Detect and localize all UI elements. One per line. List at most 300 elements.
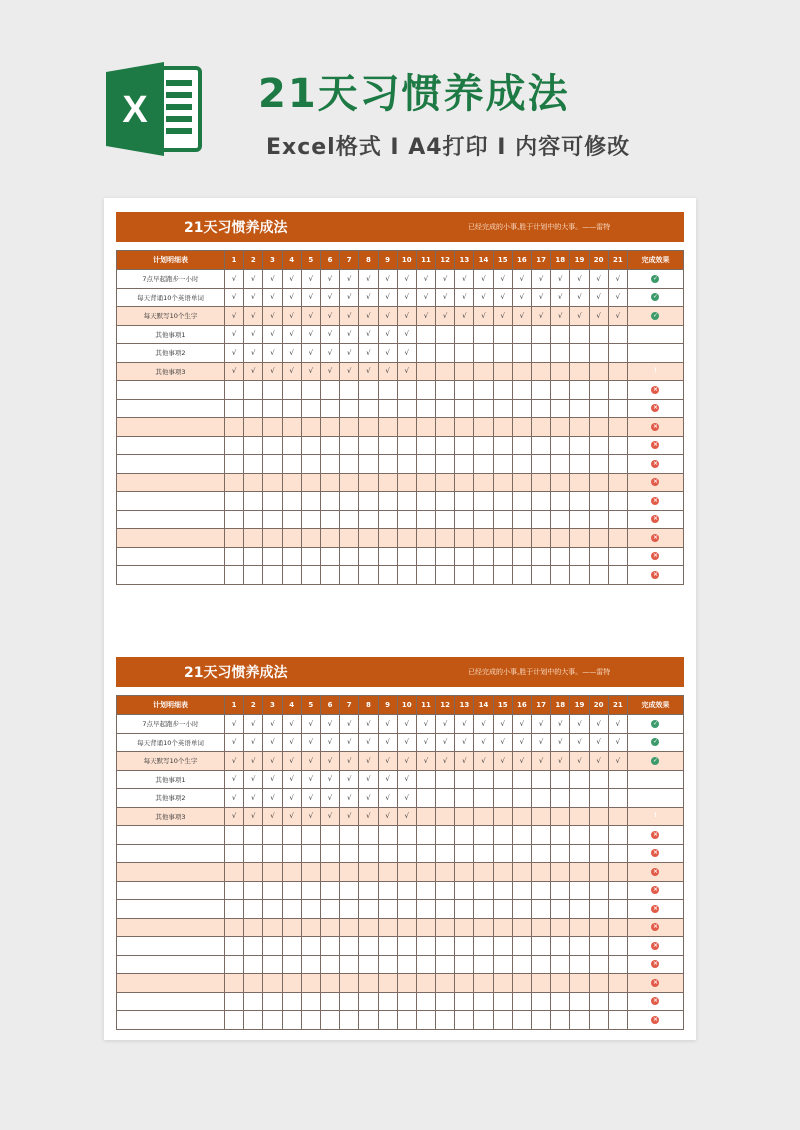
day-check-cell[interactable] — [532, 566, 551, 585]
day-check-cell[interactable] — [225, 473, 244, 492]
day-check-cell[interactable] — [551, 492, 570, 511]
day-check-cell[interactable] — [225, 566, 244, 585]
day-check-cell[interactable] — [474, 492, 493, 511]
day-check-cell[interactable]: √ — [320, 789, 339, 808]
day-check-cell[interactable]: √ — [301, 752, 320, 771]
day-check-cell[interactable]: √ — [263, 270, 282, 289]
day-check-cell[interactable] — [416, 955, 435, 974]
day-check-cell[interactable] — [225, 436, 244, 455]
day-check-cell[interactable] — [378, 547, 397, 566]
day-check-cell[interactable] — [225, 492, 244, 511]
day-check-cell[interactable]: √ — [436, 288, 455, 307]
day-check-cell[interactable] — [551, 844, 570, 863]
day-check-cell[interactable] — [225, 510, 244, 529]
day-check-cell[interactable]: √ — [320, 362, 339, 381]
day-check-cell[interactable]: √ — [551, 270, 570, 289]
day-check-cell[interactable] — [416, 863, 435, 882]
day-check-cell[interactable] — [301, 547, 320, 566]
day-check-cell[interactable] — [608, 937, 627, 956]
day-check-cell[interactable]: √ — [301, 807, 320, 826]
day-check-cell[interactable]: √ — [378, 733, 397, 752]
day-check-cell[interactable]: √ — [378, 362, 397, 381]
day-check-cell[interactable] — [436, 955, 455, 974]
day-check-cell[interactable] — [493, 863, 512, 882]
day-check-cell[interactable] — [359, 510, 378, 529]
day-check-cell[interactable] — [397, 844, 416, 863]
day-check-cell[interactable] — [378, 937, 397, 956]
day-check-cell[interactable] — [589, 992, 608, 1011]
day-check-cell[interactable] — [225, 381, 244, 400]
day-check-cell[interactable] — [474, 863, 493, 882]
day-check-cell[interactable] — [455, 381, 474, 400]
day-check-cell[interactable] — [244, 844, 263, 863]
day-check-cell[interactable] — [436, 992, 455, 1011]
day-check-cell[interactable]: √ — [512, 715, 531, 734]
day-check-cell[interactable]: √ — [263, 715, 282, 734]
day-check-cell[interactable] — [493, 473, 512, 492]
day-check-cell[interactable] — [263, 1011, 282, 1030]
day-check-cell[interactable] — [570, 492, 589, 511]
day-check-cell[interactable] — [340, 937, 359, 956]
day-check-cell[interactable] — [455, 974, 474, 993]
day-check-cell[interactable]: √ — [570, 270, 589, 289]
habit-name-cell[interactable]: 7点早起跑步一小时 — [117, 715, 225, 734]
day-check-cell[interactable] — [455, 529, 474, 548]
day-check-cell[interactable] — [416, 566, 435, 585]
day-check-cell[interactable] — [320, 937, 339, 956]
day-check-cell[interactable]: √ — [589, 288, 608, 307]
day-check-cell[interactable] — [512, 789, 531, 808]
day-check-cell[interactable] — [474, 566, 493, 585]
day-check-cell[interactable] — [436, 826, 455, 845]
day-check-cell[interactable] — [436, 362, 455, 381]
day-check-cell[interactable] — [340, 529, 359, 548]
day-check-cell[interactable] — [397, 566, 416, 585]
day-check-cell[interactable] — [301, 881, 320, 900]
day-check-cell[interactable]: √ — [378, 789, 397, 808]
day-check-cell[interactable] — [301, 473, 320, 492]
day-check-cell[interactable]: √ — [397, 288, 416, 307]
day-check-cell[interactable] — [282, 455, 301, 474]
day-check-cell[interactable] — [493, 492, 512, 511]
day-check-cell[interactable] — [244, 881, 263, 900]
day-check-cell[interactable] — [455, 436, 474, 455]
day-check-cell[interactable] — [570, 473, 589, 492]
day-check-cell[interactable] — [455, 344, 474, 363]
day-check-cell[interactable]: √ — [474, 270, 493, 289]
day-check-cell[interactable]: √ — [378, 752, 397, 771]
day-check-cell[interactable] — [340, 863, 359, 882]
day-check-cell[interactable] — [608, 900, 627, 919]
day-check-cell[interactable]: √ — [436, 752, 455, 771]
day-check-cell[interactable] — [512, 473, 531, 492]
day-check-cell[interactable] — [493, 381, 512, 400]
day-check-cell[interactable] — [244, 955, 263, 974]
day-check-cell[interactable] — [340, 566, 359, 585]
day-check-cell[interactable]: √ — [474, 752, 493, 771]
day-check-cell[interactable] — [551, 381, 570, 400]
day-check-cell[interactable] — [551, 992, 570, 1011]
day-check-cell[interactable] — [532, 900, 551, 919]
day-check-cell[interactable] — [225, 881, 244, 900]
day-check-cell[interactable] — [589, 529, 608, 548]
day-check-cell[interactable] — [493, 325, 512, 344]
day-check-cell[interactable]: √ — [436, 270, 455, 289]
day-check-cell[interactable]: √ — [608, 733, 627, 752]
day-check-cell[interactable] — [455, 770, 474, 789]
day-check-cell[interactable] — [589, 789, 608, 808]
day-check-cell[interactable] — [474, 344, 493, 363]
day-check-cell[interactable]: √ — [359, 733, 378, 752]
day-check-cell[interactable] — [474, 473, 493, 492]
day-check-cell[interactable] — [244, 992, 263, 1011]
day-check-cell[interactable] — [474, 955, 493, 974]
day-check-cell[interactable]: √ — [455, 307, 474, 326]
day-check-cell[interactable] — [340, 844, 359, 863]
day-check-cell[interactable]: √ — [397, 789, 416, 808]
day-check-cell[interactable] — [455, 844, 474, 863]
day-check-cell[interactable] — [532, 399, 551, 418]
habit-name-cell[interactable] — [117, 955, 225, 974]
day-check-cell[interactable]: √ — [225, 807, 244, 826]
day-check-cell[interactable]: √ — [282, 752, 301, 771]
day-check-cell[interactable] — [570, 918, 589, 937]
habit-name-cell[interactable]: 其他事项1 — [117, 325, 225, 344]
day-check-cell[interactable] — [263, 937, 282, 956]
day-check-cell[interactable] — [340, 473, 359, 492]
day-check-cell[interactable] — [378, 955, 397, 974]
day-check-cell[interactable] — [416, 770, 435, 789]
day-check-cell[interactable] — [570, 529, 589, 548]
day-check-cell[interactable] — [359, 418, 378, 437]
day-check-cell[interactable] — [532, 974, 551, 993]
day-check-cell[interactable] — [378, 418, 397, 437]
day-check-cell[interactable] — [512, 863, 531, 882]
day-check-cell[interactable]: √ — [493, 715, 512, 734]
habit-name-cell[interactable] — [117, 974, 225, 993]
day-check-cell[interactable]: √ — [493, 288, 512, 307]
day-check-cell[interactable] — [474, 547, 493, 566]
day-check-cell[interactable] — [551, 900, 570, 919]
day-check-cell[interactable] — [301, 566, 320, 585]
day-check-cell[interactable] — [416, 399, 435, 418]
day-check-cell[interactable] — [320, 900, 339, 919]
day-check-cell[interactable]: √ — [320, 325, 339, 344]
day-check-cell[interactable]: √ — [378, 807, 397, 826]
day-check-cell[interactable] — [397, 510, 416, 529]
day-check-cell[interactable]: √ — [282, 715, 301, 734]
day-check-cell[interactable] — [512, 381, 531, 400]
day-check-cell[interactable] — [589, 510, 608, 529]
day-check-cell[interactable]: √ — [570, 752, 589, 771]
day-check-cell[interactable] — [493, 826, 512, 845]
day-check-cell[interactable] — [359, 566, 378, 585]
day-check-cell[interactable] — [416, 344, 435, 363]
day-check-cell[interactable] — [512, 547, 531, 566]
day-check-cell[interactable] — [436, 344, 455, 363]
habit-name-cell[interactable]: 7点早起跑步一小时 — [117, 270, 225, 289]
day-check-cell[interactable] — [512, 937, 531, 956]
day-check-cell[interactable] — [225, 547, 244, 566]
day-check-cell[interactable] — [570, 992, 589, 1011]
day-check-cell[interactable]: √ — [282, 807, 301, 826]
day-check-cell[interactable] — [608, 863, 627, 882]
day-check-cell[interactable] — [436, 1011, 455, 1030]
day-check-cell[interactable] — [551, 955, 570, 974]
day-check-cell[interactable] — [455, 473, 474, 492]
day-check-cell[interactable] — [589, 826, 608, 845]
day-check-cell[interactable] — [570, 826, 589, 845]
day-check-cell[interactable] — [263, 974, 282, 993]
day-check-cell[interactable] — [512, 955, 531, 974]
day-check-cell[interactable] — [551, 807, 570, 826]
day-check-cell[interactable] — [244, 529, 263, 548]
day-check-cell[interactable] — [589, 974, 608, 993]
day-check-cell[interactable] — [359, 974, 378, 993]
habit-name-cell[interactable] — [117, 937, 225, 956]
day-check-cell[interactable] — [340, 436, 359, 455]
day-check-cell[interactable] — [320, 492, 339, 511]
day-check-cell[interactable] — [397, 955, 416, 974]
day-check-cell[interactable] — [551, 770, 570, 789]
day-check-cell[interactable]: √ — [512, 752, 531, 771]
day-check-cell[interactable] — [532, 992, 551, 1011]
day-check-cell[interactable] — [474, 974, 493, 993]
day-check-cell[interactable]: √ — [282, 270, 301, 289]
day-check-cell[interactable]: √ — [320, 344, 339, 363]
day-check-cell[interactable] — [455, 826, 474, 845]
day-check-cell[interactable]: √ — [532, 733, 551, 752]
day-check-cell[interactable] — [436, 510, 455, 529]
day-check-cell[interactable] — [608, 510, 627, 529]
habit-name-cell[interactable] — [117, 881, 225, 900]
day-check-cell[interactable]: √ — [397, 807, 416, 826]
day-check-cell[interactable]: √ — [263, 325, 282, 344]
day-check-cell[interactable] — [378, 436, 397, 455]
day-check-cell[interactable] — [282, 381, 301, 400]
day-check-cell[interactable]: √ — [320, 807, 339, 826]
habit-name-cell[interactable]: 每天背诵10个英语单词 — [117, 733, 225, 752]
day-check-cell[interactable] — [455, 566, 474, 585]
day-check-cell[interactable]: √ — [320, 733, 339, 752]
day-check-cell[interactable]: √ — [340, 715, 359, 734]
day-check-cell[interactable] — [608, 418, 627, 437]
day-check-cell[interactable] — [378, 900, 397, 919]
day-check-cell[interactable] — [532, 529, 551, 548]
day-check-cell[interactable]: √ — [340, 752, 359, 771]
day-check-cell[interactable]: √ — [397, 344, 416, 363]
day-check-cell[interactable]: √ — [244, 715, 263, 734]
day-check-cell[interactable]: √ — [225, 270, 244, 289]
day-check-cell[interactable] — [416, 900, 435, 919]
day-check-cell[interactable] — [608, 789, 627, 808]
day-check-cell[interactable]: √ — [263, 344, 282, 363]
day-check-cell[interactable] — [589, 455, 608, 474]
day-check-cell[interactable] — [455, 510, 474, 529]
day-check-cell[interactable] — [493, 770, 512, 789]
day-check-cell[interactable] — [225, 974, 244, 993]
day-check-cell[interactable]: √ — [532, 307, 551, 326]
day-check-cell[interactable] — [436, 547, 455, 566]
day-check-cell[interactable] — [225, 844, 244, 863]
day-check-cell[interactable] — [378, 881, 397, 900]
day-check-cell[interactable] — [416, 918, 435, 937]
day-check-cell[interactable] — [589, 900, 608, 919]
day-check-cell[interactable] — [225, 826, 244, 845]
day-check-cell[interactable] — [340, 900, 359, 919]
day-check-cell[interactable] — [436, 529, 455, 548]
day-check-cell[interactable] — [282, 900, 301, 919]
day-check-cell[interactable] — [436, 381, 455, 400]
day-check-cell[interactable]: √ — [301, 307, 320, 326]
day-check-cell[interactable] — [608, 381, 627, 400]
day-check-cell[interactable] — [301, 863, 320, 882]
day-check-cell[interactable] — [532, 807, 551, 826]
day-check-cell[interactable]: √ — [397, 325, 416, 344]
day-check-cell[interactable] — [608, 492, 627, 511]
day-check-cell[interactable] — [282, 844, 301, 863]
day-check-cell[interactable]: √ — [570, 307, 589, 326]
day-check-cell[interactable]: √ — [225, 344, 244, 363]
day-check-cell[interactable]: √ — [225, 770, 244, 789]
day-check-cell[interactable] — [416, 1011, 435, 1030]
day-check-cell[interactable] — [263, 418, 282, 437]
day-check-cell[interactable] — [570, 510, 589, 529]
day-check-cell[interactable]: √ — [551, 715, 570, 734]
day-check-cell[interactable] — [608, 974, 627, 993]
day-check-cell[interactable] — [551, 529, 570, 548]
day-check-cell[interactable] — [244, 974, 263, 993]
day-check-cell[interactable] — [493, 362, 512, 381]
day-check-cell[interactable] — [474, 418, 493, 437]
day-check-cell[interactable] — [474, 1011, 493, 1030]
day-check-cell[interactable]: √ — [320, 288, 339, 307]
day-check-cell[interactable]: √ — [493, 270, 512, 289]
day-check-cell[interactable] — [225, 937, 244, 956]
day-check-cell[interactable] — [608, 399, 627, 418]
day-check-cell[interactable] — [532, 844, 551, 863]
day-check-cell[interactable] — [263, 399, 282, 418]
day-check-cell[interactable] — [436, 455, 455, 474]
day-check-cell[interactable] — [589, 344, 608, 363]
day-check-cell[interactable] — [320, 974, 339, 993]
day-check-cell[interactable]: √ — [225, 715, 244, 734]
day-check-cell[interactable] — [244, 381, 263, 400]
day-check-cell[interactable] — [608, 325, 627, 344]
day-check-cell[interactable] — [244, 1011, 263, 1030]
day-check-cell[interactable] — [416, 473, 435, 492]
habit-name-cell[interactable] — [117, 992, 225, 1011]
day-check-cell[interactable] — [474, 918, 493, 937]
day-check-cell[interactable]: √ — [378, 770, 397, 789]
day-check-cell[interactable] — [416, 381, 435, 400]
day-check-cell[interactable] — [512, 566, 531, 585]
day-check-cell[interactable]: √ — [608, 307, 627, 326]
day-check-cell[interactable] — [532, 826, 551, 845]
day-check-cell[interactable] — [359, 399, 378, 418]
day-check-cell[interactable]: √ — [282, 733, 301, 752]
day-check-cell[interactable] — [359, 381, 378, 400]
habit-name-cell[interactable] — [117, 863, 225, 882]
day-check-cell[interactable] — [244, 455, 263, 474]
day-check-cell[interactable] — [320, 529, 339, 548]
day-check-cell[interactable] — [244, 473, 263, 492]
day-check-cell[interactable] — [416, 807, 435, 826]
habit-name-cell[interactable] — [117, 918, 225, 937]
day-check-cell[interactable]: √ — [359, 770, 378, 789]
day-check-cell[interactable] — [532, 863, 551, 882]
day-check-cell[interactable]: √ — [359, 288, 378, 307]
day-check-cell[interactable] — [225, 992, 244, 1011]
day-check-cell[interactable] — [551, 937, 570, 956]
day-check-cell[interactable] — [493, 566, 512, 585]
habit-name-cell[interactable] — [117, 844, 225, 863]
day-check-cell[interactable] — [282, 863, 301, 882]
day-check-cell[interactable] — [282, 937, 301, 956]
day-check-cell[interactable]: √ — [455, 715, 474, 734]
day-check-cell[interactable] — [397, 399, 416, 418]
day-check-cell[interactable] — [263, 529, 282, 548]
day-check-cell[interactable] — [493, 529, 512, 548]
day-check-cell[interactable] — [608, 455, 627, 474]
day-check-cell[interactable]: √ — [244, 344, 263, 363]
day-check-cell[interactable] — [301, 381, 320, 400]
day-check-cell[interactable]: √ — [320, 752, 339, 771]
day-check-cell[interactable] — [397, 863, 416, 882]
day-check-cell[interactable] — [397, 492, 416, 511]
day-check-cell[interactable]: √ — [608, 270, 627, 289]
day-check-cell[interactable]: √ — [436, 307, 455, 326]
day-check-cell[interactable] — [570, 807, 589, 826]
day-check-cell[interactable] — [320, 381, 339, 400]
day-check-cell[interactable]: √ — [282, 344, 301, 363]
day-check-cell[interactable] — [512, 344, 531, 363]
day-check-cell[interactable]: √ — [359, 362, 378, 381]
day-check-cell[interactable] — [340, 492, 359, 511]
day-check-cell[interactable] — [301, 955, 320, 974]
day-check-cell[interactable] — [416, 529, 435, 548]
day-check-cell[interactable]: √ — [493, 733, 512, 752]
day-check-cell[interactable] — [340, 510, 359, 529]
day-check-cell[interactable] — [282, 399, 301, 418]
day-check-cell[interactable] — [512, 807, 531, 826]
day-check-cell[interactable] — [589, 918, 608, 937]
day-check-cell[interactable]: √ — [455, 752, 474, 771]
day-check-cell[interactable] — [301, 937, 320, 956]
day-check-cell[interactable]: √ — [225, 752, 244, 771]
habit-name-cell[interactable]: 其他事项3 — [117, 807, 225, 826]
day-check-cell[interactable] — [359, 826, 378, 845]
day-check-cell[interactable] — [608, 547, 627, 566]
day-check-cell[interactable] — [263, 455, 282, 474]
day-check-cell[interactable] — [320, 1011, 339, 1030]
day-check-cell[interactable] — [263, 955, 282, 974]
day-check-cell[interactable] — [378, 974, 397, 993]
day-check-cell[interactable] — [532, 881, 551, 900]
day-check-cell[interactable] — [397, 900, 416, 919]
habit-name-cell[interactable] — [117, 547, 225, 566]
day-check-cell[interactable] — [378, 844, 397, 863]
day-check-cell[interactable] — [512, 770, 531, 789]
day-check-cell[interactable] — [532, 937, 551, 956]
day-check-cell[interactable]: √ — [225, 789, 244, 808]
day-check-cell[interactable] — [320, 418, 339, 437]
day-check-cell[interactable]: √ — [359, 715, 378, 734]
day-check-cell[interactable] — [608, 436, 627, 455]
day-check-cell[interactable] — [589, 955, 608, 974]
day-check-cell[interactable] — [263, 844, 282, 863]
day-check-cell[interactable] — [378, 529, 397, 548]
